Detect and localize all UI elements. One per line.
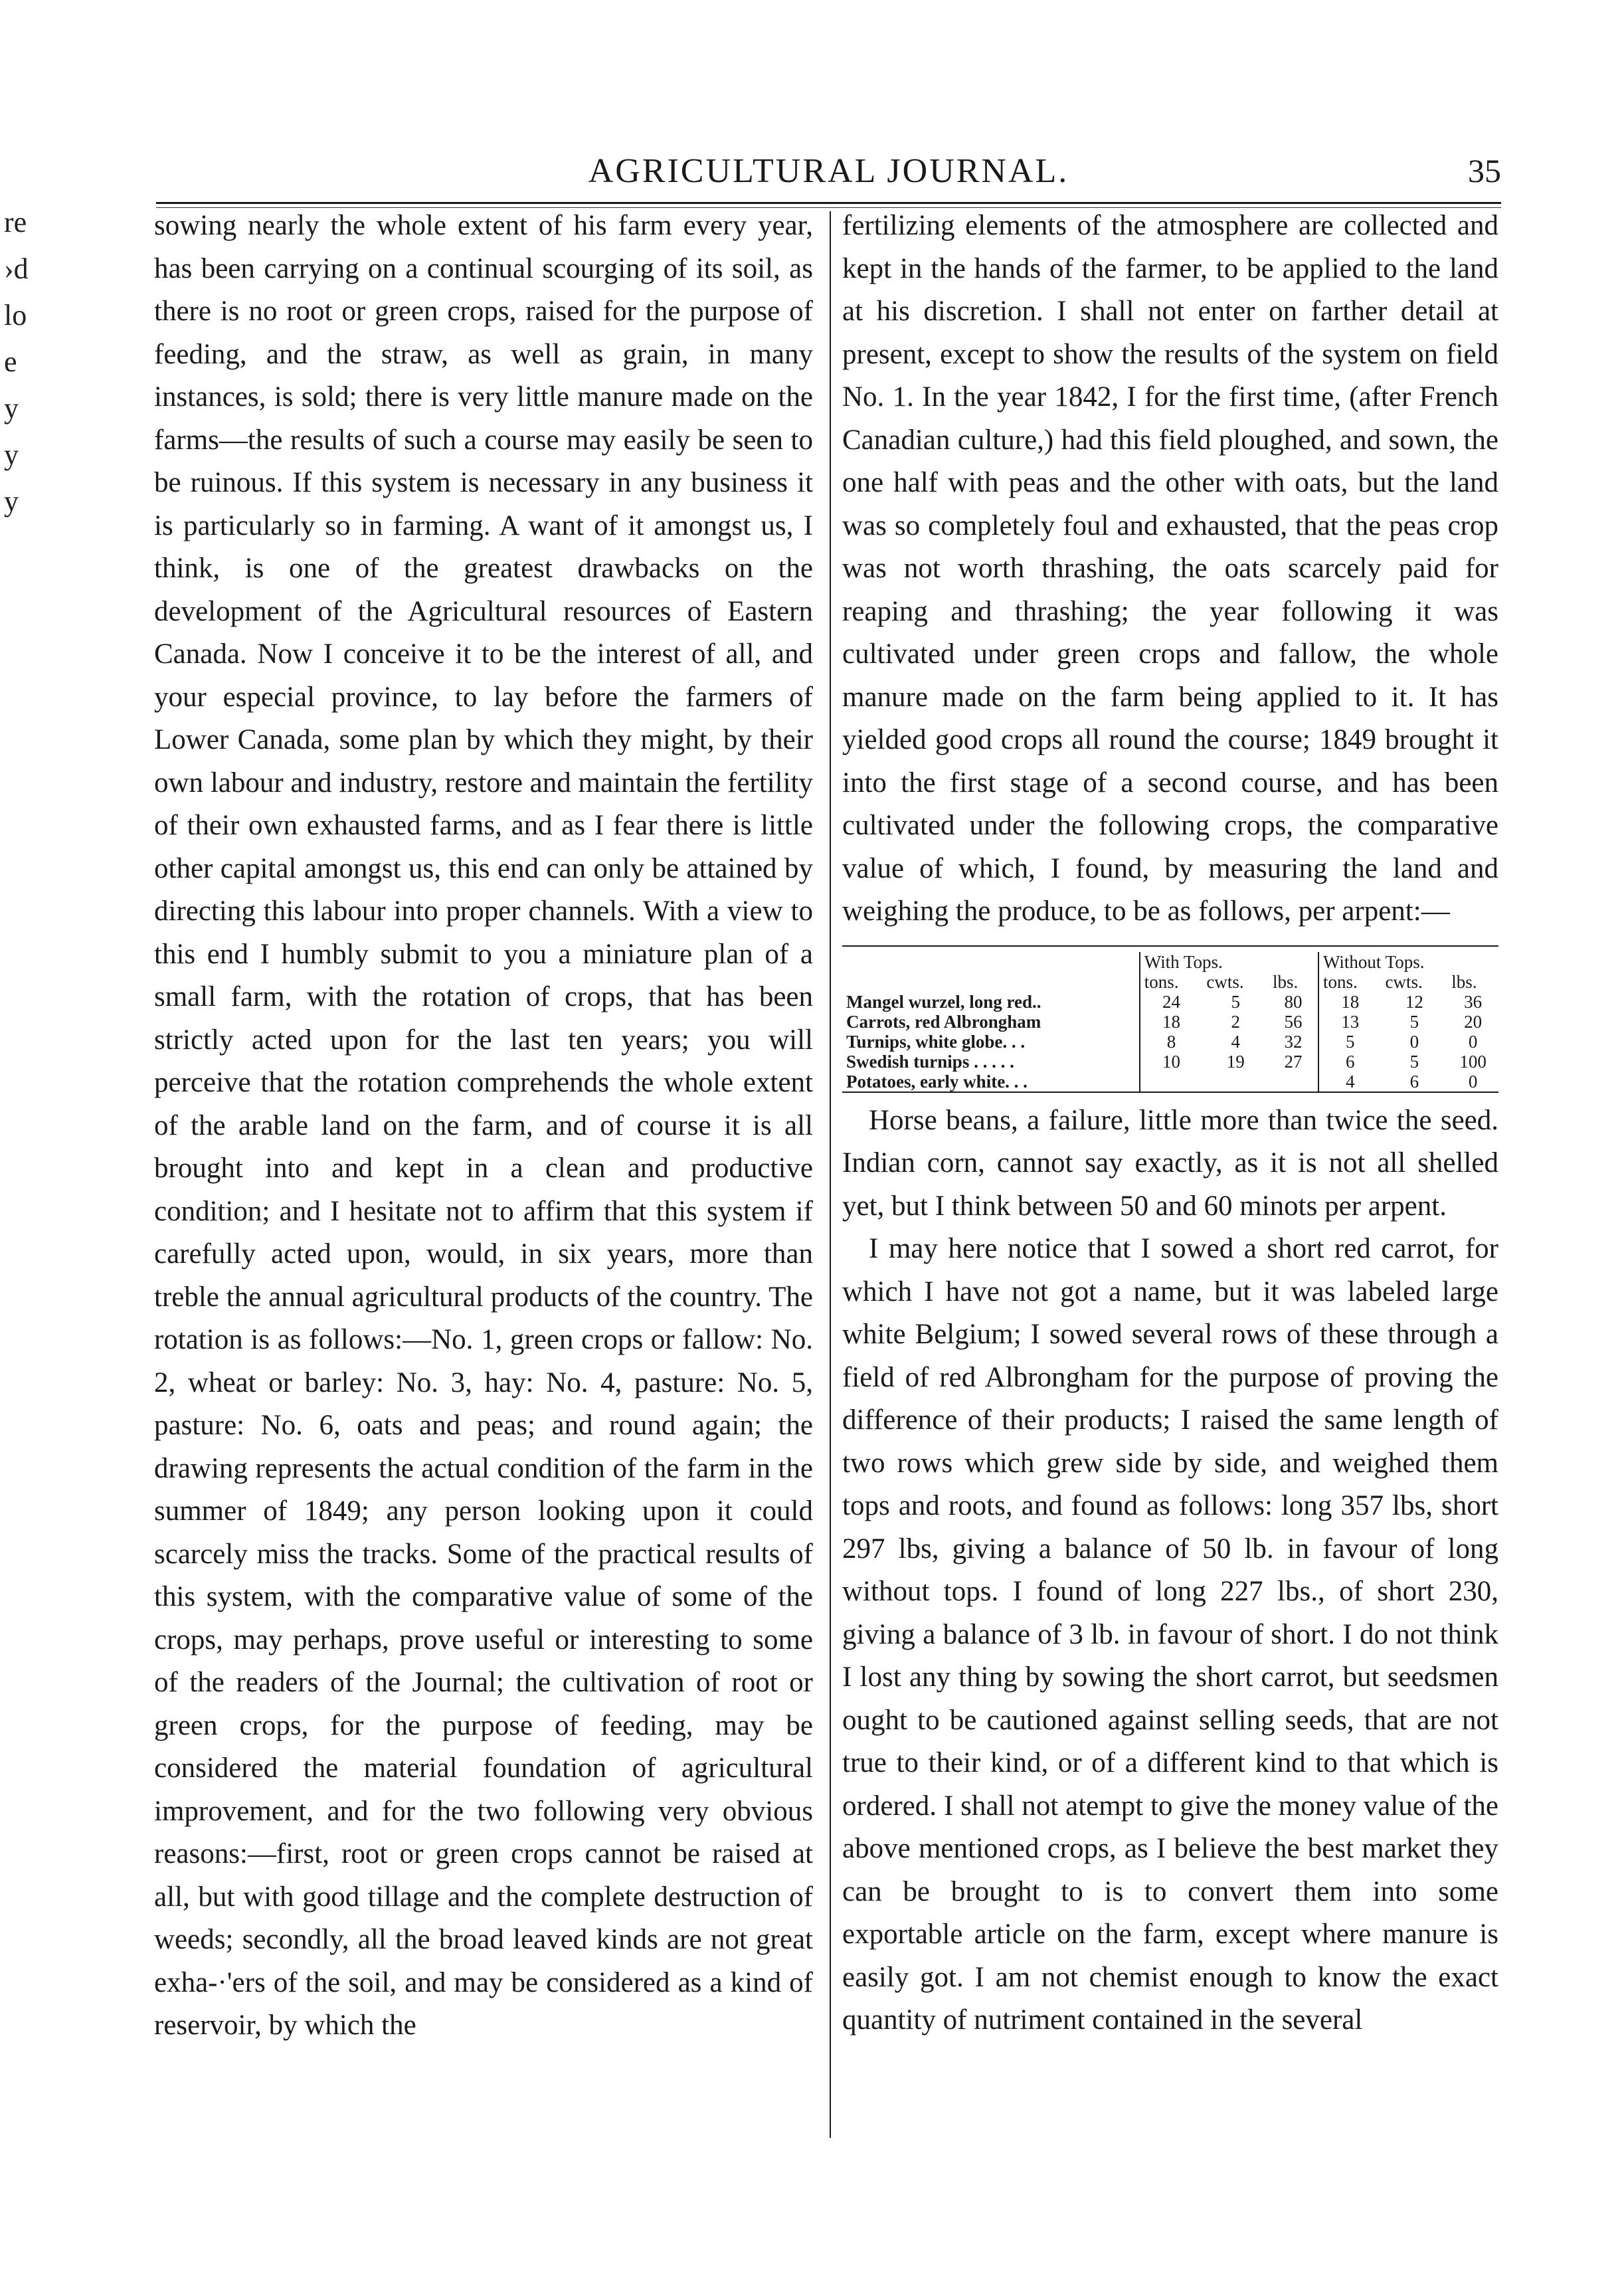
- table-cell: 12: [1405, 991, 1423, 1012]
- table-group-header: Without Tops.: [1318, 952, 1498, 972]
- margin-fragment: ›d: [4, 252, 29, 285]
- table-cell: 56: [1284, 1011, 1303, 1032]
- table-cell: 18: [1318, 992, 1382, 1012]
- table-row: [842, 1072, 1498, 1092]
- table-cell: 100: [1459, 1051, 1487, 1072]
- crop-name-cell: Mangel wurzel, long red..: [846, 991, 1041, 1012]
- table-cell: 5: [1409, 1051, 1419, 1072]
- page-number: 35: [1468, 152, 1501, 189]
- margin-fragment: y: [4, 392, 19, 425]
- body-paragraph: fertilizing elements of the atmosphere are collected and kept in the hands of the farmer, to be applied to the land at his discretion. I shall not enter on farther detail at present, except to show the results of the system on field No. 1. In the year 1842, I for the first time, (after French Canadian culture,) had this field ploughed, and sown, the one half with peas and the other with oats, but the land was so completely foul and exhausted, that the peas crop was not worth thrashing, the oats scarcely paid for reaping and thrashing; the year following it was cultivated under green crops and fallow, the whole manure made on the farm being applied to it. It has yielded good crops all round the course; 1849 brought it into the first stage of a second course, and has been cultivated under the following crops, the comparative value of which, I found, by measuring the land and weighing the produce, to be as follows, per arpent:—: [842, 210, 1498, 927]
- table-group-header: With Tops.: [1140, 952, 1318, 972]
- table-unit-header: lbs.: [1451, 971, 1477, 992]
- margin-fragment: y: [4, 485, 19, 518]
- right-column: [842, 205, 1498, 2042]
- left-column: [154, 205, 813, 2047]
- table-cell: 4: [1318, 1072, 1382, 1092]
- table-unit-header-row: [842, 972, 1498, 992]
- table-cell: 10: [1140, 1052, 1203, 1072]
- table-group-header-row: [842, 952, 1498, 972]
- table-cell: 24: [1140, 992, 1203, 1012]
- table-cell: 6: [1382, 1072, 1448, 1092]
- table-row: [842, 992, 1498, 1012]
- table-corner-cell: [842, 972, 1140, 992]
- table-cell: [1202, 1072, 1269, 1092]
- table-cell: 36: [1464, 991, 1483, 1012]
- table-cell: 27: [1284, 1051, 1303, 1072]
- table-cell: [1269, 1072, 1318, 1092]
- table-cell: 5: [1318, 1032, 1382, 1052]
- table-cell: 5: [1231, 991, 1240, 1012]
- margin-fragment: re: [4, 206, 27, 238]
- margin-fragment: e: [4, 345, 17, 378]
- table-cell: 0: [1468, 1031, 1478, 1052]
- table-unit-header: tons.: [1140, 972, 1203, 992]
- table-unit-header: cwts.: [1206, 971, 1244, 992]
- crop-name-cell: Potatoes, early white. . .: [842, 1072, 1140, 1092]
- table-cell: [1140, 1072, 1203, 1092]
- body-paragraph: I may here notice that I sowed a short red carrot, for which I have not got a name, but it was labeled large white Belgium; I sowed several rows of these through a field of red Albrongham for the purpose of proving the difference of their products; I raised the same length of two rows which grew side by side, and weighed them tops and roots, and found as follows: long 357 lbs, short 297 lbs, giving a balance of 50 lb. in favour of long without tops. I found of long 227 lbs., of short 230, giving a balance of 3 lb. in favour of short. I do not think I lost any thing by sowing the short carrot, but seedsmen ought to be cautioned against selling seeds, that are not true to their kind, or of a different kind to that which is ordered. I shall not atempt to give the money value of the above mentioned crops, as I believe the best market they can be brought to is to convert them into some exportable article on the farm, except where manure is easily got. I am not chemist enough to know the exact quantity of nutriment contained in the several: [842, 1233, 1498, 2036]
- running-title: AGRICULTURAL JOURNAL.: [588, 152, 1069, 190]
- table-cell: 13: [1318, 1012, 1382, 1032]
- column-divider: [830, 211, 831, 2138]
- crop-yield-table-wrapper: [842, 945, 1498, 1093]
- table-cell: 32: [1284, 1031, 1303, 1052]
- table-cell: 80: [1284, 991, 1303, 1012]
- table-row: [842, 1012, 1498, 1032]
- table-unit-header: lbs.: [1273, 971, 1299, 992]
- table-cell: 6: [1318, 1052, 1382, 1072]
- body-paragraph: sowing nearly the whole extent of his farm every year, has been carrying on a continual scourging of its soil, as there is no root or green crops, raised for the purpose of feeding, and the straw, as well as grain, in many instances, is sold; there is very little manure made on the farms—the results of such a course may easily be seen to be ruinous. If this system is necessary in any business it is particularly so in farming. A want of it amongst us, I think, is one of the greatest drawbacks on the development of the Agricultural resources of Eastern Canada. Now I conceive it to be the interest of all, and your especial province, to lay before the farmers of Lower Canada, some plan by which they might, by their own labour and industry, restore and maintain the fertility of their own exhausted farms, and as I fear there is little other capital amongst us, this end can only be attained by directing this labour into proper channels. With a view to this end I humbly submit to you a miniature plan of a small farm, with the rotation of crops, that has been strictly acted upon for the last ten years; you will perceive that the rotation comprehends the whole extent of the arable land on the farm, and of course it is all brought into and kept in a clean and productive condition; and I hesitate not to affirm that this system if carefully acted upon, would, in six years, more than treble the annual agricultural products of the country. The rotation is as follows:—No. 1, green crops or fallow: No. 2, wheat or barley: No. 3, hay: No. 4, pasture: No. 5, pasture: No. 6, oats and peas; and round again; the drawing represents the actual condition of the farm in the summer of 1849; any person looking upon it could scarcely miss the tracks. Some of the practical results of this system, with the comparative value of some of the crops, may perhaps, prove useful or interesting to some of the readers of the Journal; the cultivation of root or green crops, for the purpose of feeding, may be considered the material foundation of agricultural improvement, and for the two following very obvious reasons:—first, root or green crops cannot be raised at all, but with good tillage and the complete destruction of weeds; secondly, all the broad leaved kinds are not great exha-·'ers of the soil, and may be considered as a kind of reservoir, by which the: [154, 210, 813, 2041]
- table-cell: 18: [1140, 1012, 1203, 1032]
- table-cell: 4: [1231, 1031, 1240, 1052]
- table-cell: 2: [1231, 1011, 1240, 1032]
- table-cell: 20: [1464, 1011, 1483, 1032]
- crop-name-cell: Turnips, white globe. . .: [846, 1031, 1026, 1052]
- crop-name-cell: Swedish turnips . . . . .: [846, 1051, 1014, 1072]
- margin-fragment: lo: [4, 299, 27, 332]
- facing-page-margin: [4, 199, 44, 525]
- margin-fragment: y: [4, 438, 19, 471]
- body-paragraph: Horse beans, a failure, little more than twice the seed. Indian corn, cannot say exactly, as it is not all shelled yet, but I think between 50 and 60 minots per arpent.: [842, 1104, 1498, 1222]
- header-rule: [156, 202, 1501, 204]
- table-corner-cell: [842, 952, 1140, 972]
- table-cell: 5: [1409, 1011, 1419, 1032]
- table-cell: 0: [1409, 1031, 1419, 1052]
- crop-yield-table: [842, 952, 1498, 1093]
- table-cell: 0: [1447, 1072, 1498, 1092]
- table-unit-header: cwts.: [1385, 971, 1423, 992]
- table-cell: 8: [1140, 1032, 1203, 1052]
- table-cell: 19: [1226, 1051, 1245, 1072]
- table-row: [842, 1052, 1498, 1072]
- crop-name-cell: Carrots, red Albrongham: [846, 1011, 1041, 1032]
- table-unit-header: tons.: [1318, 972, 1382, 992]
- table-row: [842, 1032, 1498, 1052]
- page-header: [156, 151, 1501, 198]
